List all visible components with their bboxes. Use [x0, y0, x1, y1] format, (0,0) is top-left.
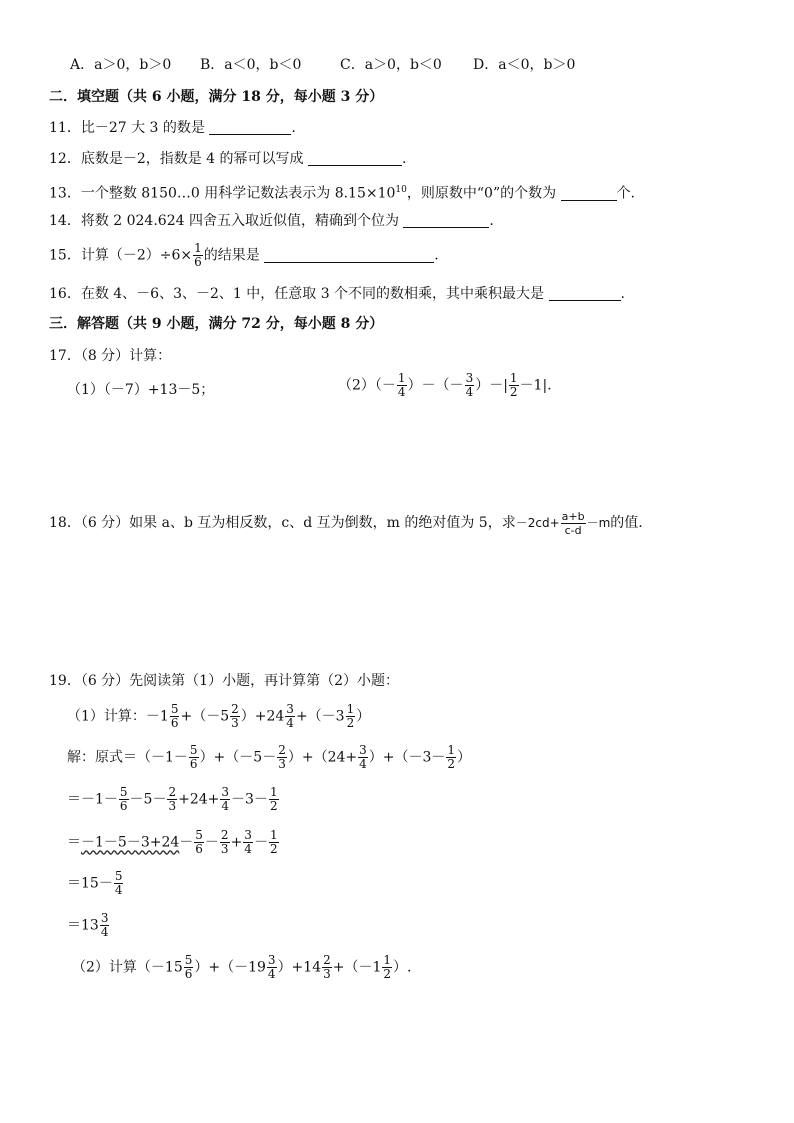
question-14 [49, 212, 494, 230]
q16-answer-blank[interactable] [549, 286, 621, 301]
fraction: $\frac{5}{6}$ [170, 702, 179, 730]
q13-exponent: 10 [395, 185, 407, 195]
q19-line-5: ＝15－ $\frac{5}{4}$ [67, 869, 123, 897]
fraction: $\frac{5}{4}$ [114, 869, 123, 897]
question-13 [49, 181, 635, 203]
q19-line-6: ＝13 $\frac{3}{4}$ [67, 911, 109, 939]
q19-line-7: （2）计算（－15 $\frac{5}{6}$ ）+（－19 $\frac{3}{4}$ ）+14 $\frac{2}{3}$ +（－1 $\frac{1}{2}$ ）. [72, 953, 412, 981]
q19-line-1: （1）计算：－1 $\frac{5}{6}$ +（－5 $\frac{2}{3}$ ）+24 $\frac{3}{4}$ +（－3 $\frac{1}{2}$ ） [67, 702, 371, 730]
fraction: $\frac{2}{3}$ [220, 828, 229, 856]
question-11 [49, 119, 296, 137]
question-18 [49, 510, 643, 537]
fraction: $\frac{3}{4}$ [221, 785, 230, 813]
q13-answer-blank[interactable] [561, 186, 617, 201]
fraction: $\frac{2}{3}$ [323, 953, 331, 981]
q17-fraction-3: $\frac{1}{2}$ [509, 371, 518, 399]
section-3-heading: 三．解答题（共 9 小题，满分 72 分，每小题 8 分） [49, 316, 384, 332]
fraction: $\frac{3}{4}$ [267, 953, 276, 981]
q19-line-3: ＝－1－ $\frac{5}{6}$ －5－ $\frac{2}{3}$ +24+ $\frac{3}{4}$ －3－ $\frac{1}{2}$ [67, 785, 278, 813]
q10-option-a: A．a＞0，b＞0 [70, 57, 172, 73]
fraction: $\frac{3}{4}$ [100, 911, 109, 939]
fraction: $\frac{3}{4}$ [244, 828, 252, 856]
q10-option-c: C．a＞0，b＜0 [340, 57, 442, 73]
q12-text: 12．底数是－2，指数是 4 的幂可以写成 [49, 151, 304, 167]
q17-title: 17．（8 分）计算： [49, 348, 172, 364]
q18-fraction: $\frac{a+b}{c-d}$ [561, 510, 585, 537]
fraction: $\frac{1}{2}$ [346, 702, 355, 730]
q15-post: 的结果是 [203, 247, 260, 264]
q16-text: 16．在数 4、－6、3、－2、1 中，任意取 3 个不同的数相乘，其中乘积最大是 [49, 286, 545, 302]
q17-fraction-2: $\frac{3}{4}$ [465, 371, 474, 399]
fraction: $\frac{5}{6}$ [119, 785, 128, 813]
question-16 [49, 285, 625, 303]
q16-end: . [620, 286, 625, 302]
q13-pre: 13．一个整数 8150…0 用科学记数法表示为 8.15×10 [49, 185, 396, 202]
fraction: $\frac{2}{3}$ [168, 785, 177, 813]
q10-option-d: D．a＜0，b＞0 [473, 57, 576, 73]
q15-fraction: $\frac{1}{6}$ [194, 241, 202, 269]
q14-end: . [489, 213, 494, 229]
section-2-heading: 二．填空题（共 6 小题，满分 18 分，每小题 3 分） [49, 89, 384, 105]
q12-answer-blank[interactable] [308, 151, 402, 166]
q14-text: 14．将数 2 024.624 四舍五入取近似值，精确到个位为 [49, 213, 399, 229]
q13-post: ，则原数中“0”的个数为 [406, 185, 557, 202]
q17-part-2: （2）（－ $\frac{1}{4}$ ）－（－ $\frac{3}{4}$ ）－| $\frac{1}{2}$ －1|. [338, 371, 552, 399]
q18-end: 的值. [610, 515, 643, 531]
q15-answer-blank[interactable] [264, 248, 434, 263]
q17-fraction-1: $\frac{1}{4}$ [397, 371, 406, 399]
q11-text: 11．比－27 大 3 的数是 [49, 120, 205, 136]
fraction: $\frac{3}{4}$ [359, 743, 367, 771]
fraction: $\frac{1}{2}$ [383, 953, 392, 981]
q19-line-2: 解：原式＝（－1－ $\frac{5}{6}$ ）+（－5－ $\frac{2}{3}$ ）+（24+ $\frac{3}{4}$ ）+（－3－ $\frac{1}{2}$ ） [67, 743, 472, 771]
question-12 [49, 150, 406, 168]
q19-line-4: ＝－1－5－3+24－ $\frac{5}{6}$ － $\frac{2}{3}$ + $\frac{3}{4}$ － $\frac{1}{2}$ [67, 828, 278, 856]
fraction: $\frac{2}{3}$ [278, 743, 286, 771]
fraction: $\frac{1}{2}$ [447, 743, 456, 771]
q10-option-b: B．a＜0，b＜0 [200, 57, 302, 73]
q18-text: 18．（6 分）如果 a、b 互为相反数，c、d 互为倒数，m 的绝对值为 5，求 [49, 515, 516, 531]
q18-expr-pre: －2cd+ [515, 516, 560, 530]
fraction: $\frac{5}{6}$ [195, 828, 203, 856]
fraction: $\frac{1}{2}$ [269, 785, 278, 813]
q19-title: 19．（6 分）先阅读第（1）小题，再计算第（2）小题： [49, 673, 399, 689]
wavy-underlined-group: －1－5－3+24 [81, 834, 180, 851]
q12-end: . [401, 151, 407, 167]
q13-end: 个. [616, 185, 636, 202]
q11-end: . [291, 120, 296, 136]
fraction: $\frac{5}{6}$ [184, 953, 193, 981]
q11-answer-blank[interactable] [209, 120, 291, 135]
question-15 [49, 242, 439, 269]
fraction: $\frac{2}{3}$ [231, 702, 239, 730]
fraction: $\frac{3}{4}$ [286, 702, 294, 730]
fraction: $\frac{1}{2}$ [269, 828, 278, 856]
q17-part-1: （1）（－7）+13－5； [67, 382, 215, 398]
q15-end: . [434, 247, 439, 264]
q14-answer-blank[interactable] [403, 213, 489, 228]
q18-expr-post: －m [586, 516, 611, 530]
q15-pre: 15．计算（－2）÷6× [49, 247, 193, 264]
fraction: $\frac{5}{6}$ [189, 743, 198, 771]
